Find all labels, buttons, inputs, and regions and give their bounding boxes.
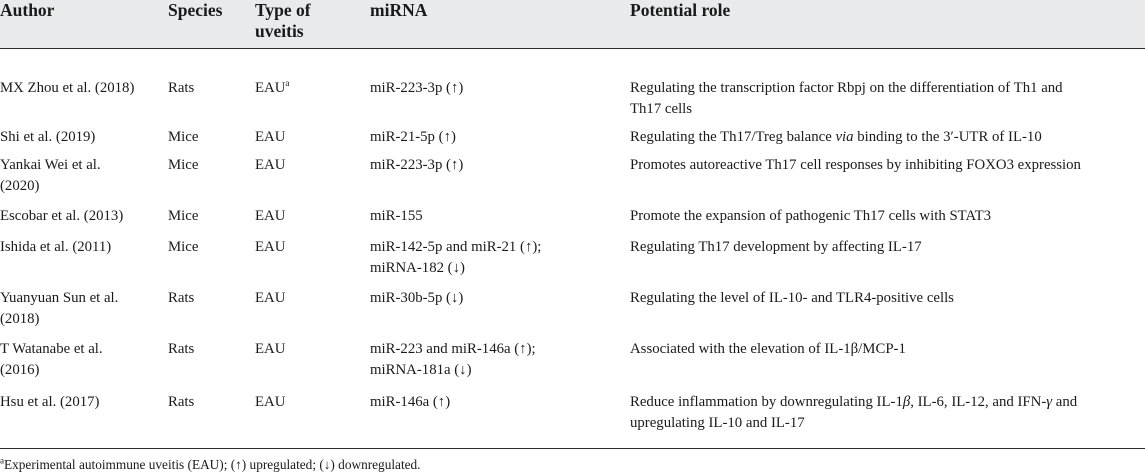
cell-role: Promote the expansion of pathogenic Th17 cells with STAT3 (630, 208, 992, 224)
cell-role: upregulating IL-10 and IL-17 (630, 415, 805, 431)
header-species: Species (168, 0, 223, 20)
cell-species: Mice (168, 208, 199, 224)
cell-species: Mice (168, 239, 199, 255)
cell-species: Rats (168, 394, 195, 410)
footnote-marker: a (285, 78, 290, 89)
cell-type: EAU (255, 129, 286, 145)
cell-role: Regulating Th17 development by affecting IL-17 (630, 239, 922, 255)
cell-type: EAU (255, 239, 286, 255)
cell-role: Promotes autoreactive Th17 cell responses by inhibiting FOXO3 expression (630, 157, 1081, 173)
cell-species: Rats (168, 80, 195, 96)
footnote-text: Experimental autoimmune uveitis (EAU); (↑) upregulated; (↓) downregulated. (4, 457, 421, 472)
cell-role: Regulating the Th17/Treg balance via binding to the 3′-UTR of IL-10 (630, 129, 1042, 145)
footer-divider (0, 448, 1145, 449)
cell-mirna: miR-223-3p (↑) (370, 80, 464, 96)
cell-mirna: miR-223 and miR-146a (↑); (370, 341, 536, 357)
cell-mirna: miR-146a (↑) (370, 394, 451, 410)
footnote-marker: a (0, 455, 4, 466)
cell-type: EAU$^a$ (255, 78, 290, 96)
cell-role: Associated with the elevation of IL-1β/MCP-1 (630, 341, 906, 357)
cell-species: Rats (168, 290, 195, 306)
cell-author: Escobar et al. (2013) (0, 208, 124, 224)
cell-mirna: miRNA-181a (↓) (370, 362, 472, 378)
header-type-line1: Type of (255, 0, 311, 20)
cell-type: EAU (255, 208, 286, 224)
cell-species: Mice (168, 129, 199, 145)
table-footnote (0, 457, 421, 473)
header-divider (0, 48, 1145, 49)
cell-role: Regulating the level of IL-10- and TLR4-positive cells (630, 290, 954, 306)
cell-author: (2018) (0, 311, 40, 327)
cell-author: (2020) (0, 178, 40, 194)
header-mirna: miRNA (370, 0, 428, 20)
cell-type: EAU (255, 290, 286, 306)
cell-author: Hsu et al. (2017) (0, 394, 100, 410)
cell-type: EAU (255, 157, 286, 173)
cell-mirna: miR-155 (370, 208, 423, 224)
cell-species: Mice (168, 157, 199, 173)
cell-role: Th17 cells (630, 101, 693, 117)
cell-author: Ishida et al. (2011) (0, 239, 112, 255)
cell-author: Yankai Wei et al. (0, 157, 101, 173)
cell-mirna: miRNA-182 (↓) (370, 260, 465, 276)
cell-mirna: miR-223-3p (↑) (370, 157, 464, 173)
header-author: Author (0, 0, 55, 20)
cell-author: T Watanabe et al. (0, 341, 103, 357)
header-potential-role: Potential role (630, 0, 731, 20)
cell-type: EAU (255, 394, 286, 410)
cell-author: (2016) (0, 362, 40, 378)
cell-author: Yuanyuan Sun et al. (0, 290, 119, 306)
cell-type: EAU (255, 341, 286, 357)
header-type-line2: uveitis (255, 21, 304, 41)
cell-role: Reduce inflammation by downregulating IL-1β, IL-6, IL-12, and IFN-γ and (630, 394, 1078, 410)
cell-author: MX Zhou et al. (2018) (0, 80, 135, 96)
cell-species: Rats (168, 341, 195, 357)
cell-mirna: miR-142-5p and miR-21 (↑); (370, 239, 542, 255)
cell-mirna: miR-21-5p (↑) (370, 129, 456, 145)
cell-mirna: miR-30b-5p (↓) (370, 290, 464, 306)
cell-author: Shi et al. (2019) (0, 129, 96, 145)
cell-role: Regulating the transcription factor Rbpj on the differentiation of Th1 and (630, 80, 1063, 96)
